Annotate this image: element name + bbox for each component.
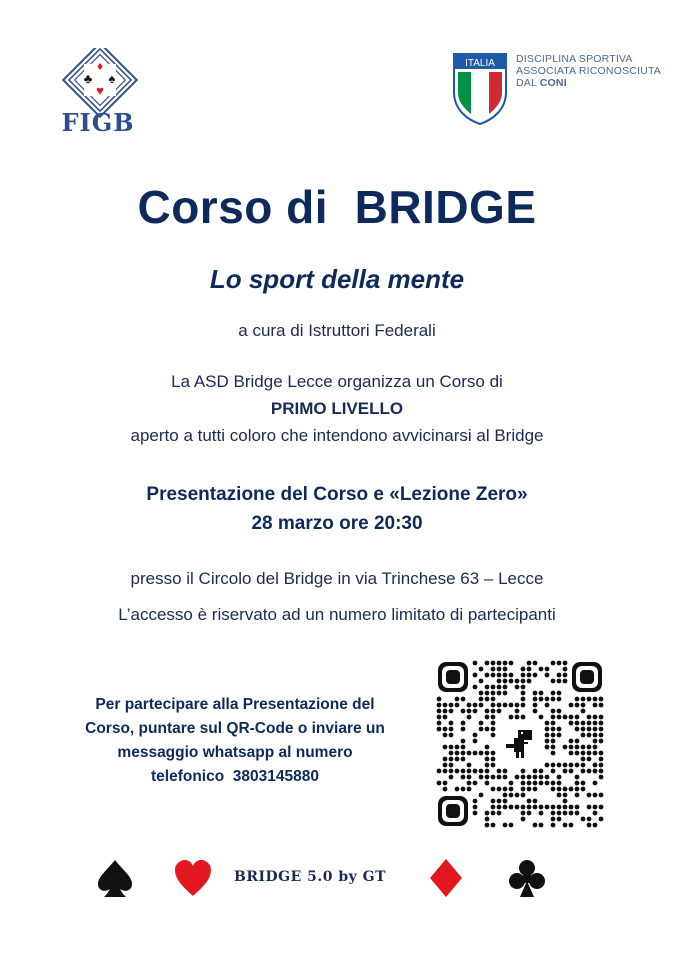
heart-icon bbox=[172, 857, 214, 899]
audience-text: aperto a tutti coloro che intendono avvicinarsi al Bridge bbox=[130, 426, 544, 445]
club-icon bbox=[506, 857, 548, 899]
participation-instructions bbox=[60, 693, 410, 789]
svg-text:♥: ♥ bbox=[96, 83, 104, 98]
qr-finder-bottom-left bbox=[438, 796, 468, 826]
footer-credit: BRIDGE 5.0 by GT bbox=[234, 869, 387, 885]
location-text: presso il Circolo del Bridge in via Trinchese 63 – Lecce bbox=[130, 569, 544, 588]
svg-text:♠: ♠ bbox=[108, 71, 116, 86]
instructions-line-3: messaggio whatsapp al numero bbox=[117, 744, 353, 761]
coni-country-label: ITALIA bbox=[465, 58, 495, 69]
access-note: L’accesso è riservato ad un numero limitato di partecipanti bbox=[118, 605, 556, 624]
qr-finder-top-left bbox=[438, 662, 468, 692]
event-date: 28 marzo ore 20:30 bbox=[251, 513, 423, 534]
svg-text:♣: ♣ bbox=[83, 71, 93, 86]
presentation-heading: Presentazione del Corso e «Lezione Zero» bbox=[146, 484, 528, 505]
coni-recognition-text bbox=[516, 53, 666, 89]
coni-line-1: DISCIPLINA SPORTIVA bbox=[516, 53, 633, 65]
instructions-line-2: Corso, puntare sul QR-Code o inviare un bbox=[85, 720, 385, 737]
coni-shield-icon bbox=[452, 52, 508, 126]
instructions-line-1: Per partecipare alla Presentazione del bbox=[95, 696, 375, 713]
qr-code[interactable] bbox=[436, 660, 604, 828]
diamond-icon bbox=[425, 857, 467, 899]
figb-logo-text: FIGB bbox=[61, 108, 135, 137]
qr-finder-top-right bbox=[572, 662, 602, 692]
coni-line-2: ASSOCIATA RICONOSCIUTA bbox=[516, 65, 662, 77]
page-title: Corso di BRIDGE bbox=[137, 181, 537, 233]
instructions-line-4: telefonico 3803145880 bbox=[150, 768, 320, 785]
curator-line: a cura di Istruttori Federali bbox=[238, 321, 436, 340]
coni-line-3: DAL CONI bbox=[516, 77, 567, 89]
spade-icon bbox=[94, 857, 136, 899]
page-subtitle: Lo sport della mente bbox=[209, 264, 465, 294]
course-level: PRIMO LIVELLO bbox=[270, 399, 404, 418]
organizer-text: La ASD Bridge Lecce organizza un Corso di bbox=[171, 372, 503, 391]
svg-text:♦: ♦ bbox=[96, 59, 104, 73]
